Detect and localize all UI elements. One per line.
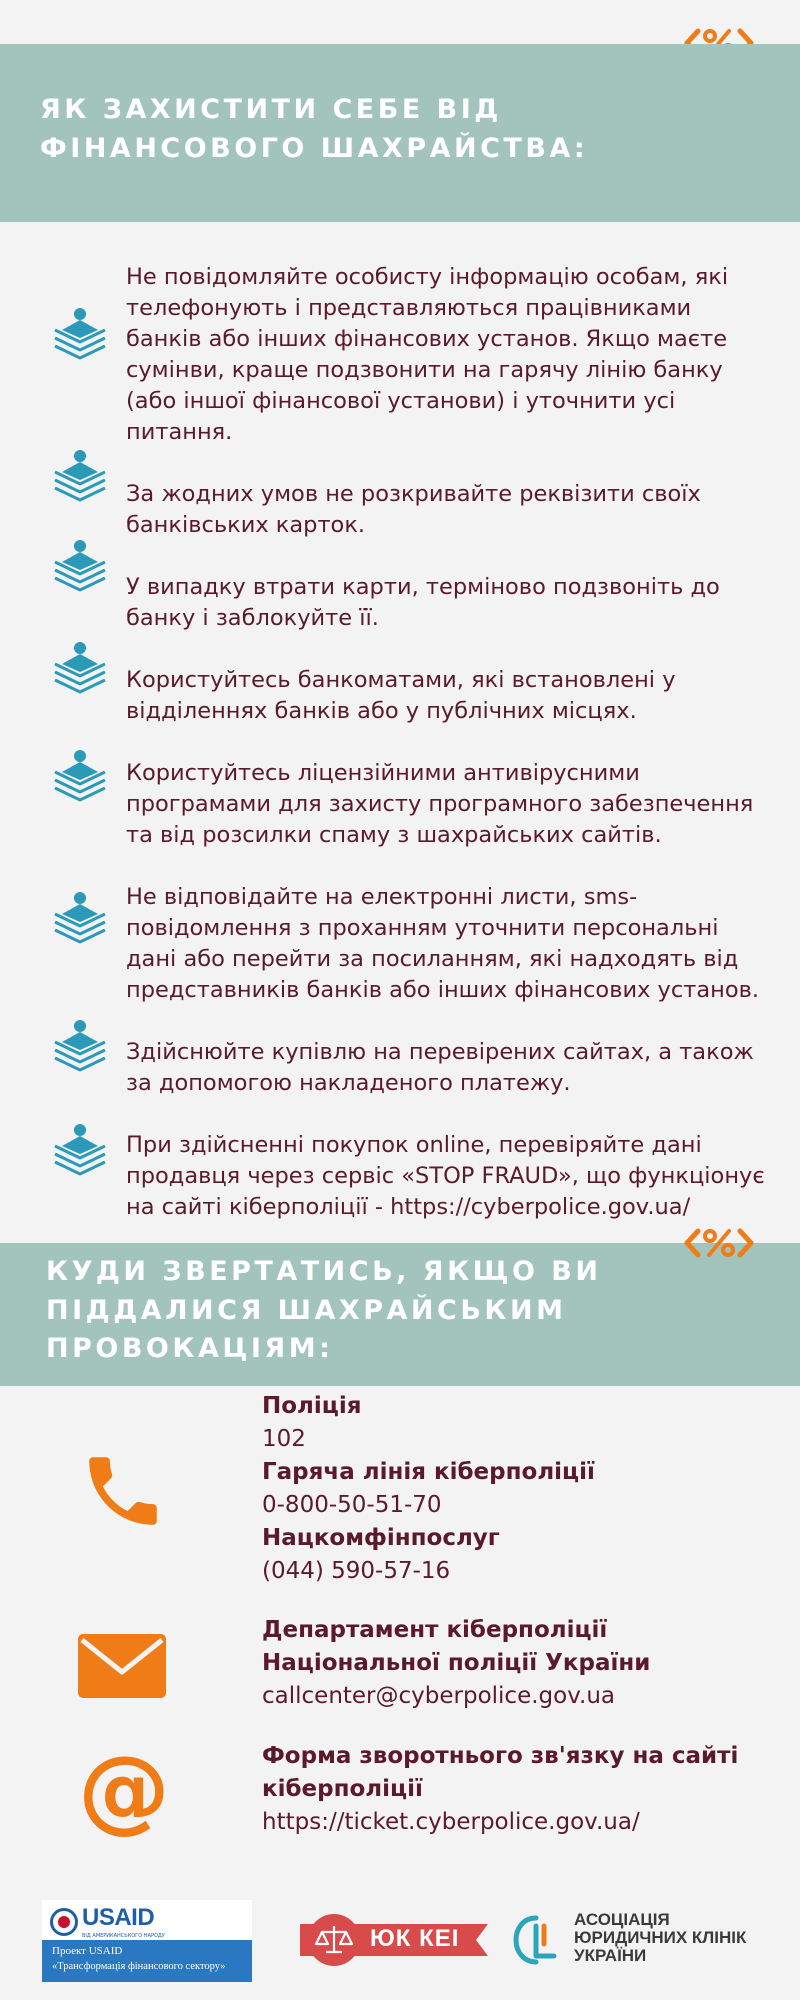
usaid-seal-icon bbox=[50, 1908, 78, 1936]
contact-label: Форма зворотнього зв'язку на сайті кіберполіції bbox=[262, 1743, 739, 1802]
percent-icon bbox=[684, 1226, 754, 1260]
hands-stack-icon bbox=[52, 1122, 108, 1178]
tip-item: У випадку втрати карти, терміново подзвоніть до банку і заблокуйте її. bbox=[126, 574, 720, 631]
phone-icon bbox=[78, 1446, 168, 1536]
yuk-kei-logo bbox=[300, 1912, 488, 1968]
contact-label: Гаряча лінія кіберполіції bbox=[262, 1459, 595, 1485]
usaid-project-line2: «Трансформація фінансового сектору» bbox=[52, 1961, 226, 1972]
section2-header bbox=[0, 1243, 800, 1386]
usaid-tagline: ВІД АМЕРИКАНСЬКОГО НАРОДУ bbox=[82, 1933, 165, 1939]
at-sign-icon: @ bbox=[78, 1736, 170, 1843]
email-contact bbox=[262, 1614, 682, 1713]
envelope-icon bbox=[78, 1634, 166, 1698]
tip-item: При здійсненні покупок online, перевіряйте дані продавця через сервіс «STOP FRAUD», що функціонує на сайті кіберполіції - https://cyberpolice.gov.ua/ bbox=[126, 1132, 765, 1220]
web-contact bbox=[262, 1740, 762, 1839]
hands-stack-icon bbox=[52, 448, 108, 504]
contact-label: Департамент кіберполіції Національної поліції України bbox=[262, 1617, 651, 1676]
tip-item: За жодних умов не розкривайте реквізити своїх банківських карток. bbox=[126, 481, 701, 538]
section2-title: КУДИ ЗВЕРТАТИСЬ, ЯКЩО ВИ ПІДДАЛИСЯ ШАХРАЙСЬКИМ ПРОВОКАЦІЯМ: bbox=[46, 1256, 602, 1364]
contact-value: (044) 590-57-16 bbox=[262, 1558, 451, 1584]
contact-link[interactable]: https://ticket.cyberpolice.gov.ua/ bbox=[262, 1809, 640, 1835]
association-line1: АСОЦІАЦІЯ bbox=[574, 1910, 670, 1929]
hands-stack-icon bbox=[52, 306, 108, 362]
section1-header bbox=[0, 44, 800, 222]
association-logo bbox=[510, 1908, 780, 1972]
contact-label: Поліція bbox=[262, 1393, 362, 1419]
tip-item: Користуйтесь банкоматами, які встановлені у відділеннях банків або у публічних місцях. bbox=[126, 667, 676, 724]
contact-label: Нацкомфінпослуг bbox=[262, 1525, 500, 1551]
tip-item: Користуйтесь ліцензійними антивірусними програмами для захисту програмного забезпечення та від розсилки спаму з шахрайських сайтів. bbox=[126, 760, 754, 848]
hands-stack-icon bbox=[52, 538, 108, 594]
hands-stack-icon bbox=[52, 1018, 108, 1074]
phone-contacts bbox=[262, 1390, 782, 1588]
tip-item: Здійснюйте купівлю на перевірених сайтах, а також за допомогою накладеного платежу. bbox=[126, 1039, 754, 1096]
section1-title: ЯК ЗАХИСТИТИ СЕБЕ ВІД ФІНАНСОВОГО ШАХРАЙСТВА: bbox=[40, 94, 589, 164]
hands-stack-icon bbox=[52, 748, 108, 804]
yuk-kei-name: ЮК КЕІ bbox=[370, 1925, 460, 1952]
hands-stack-icon bbox=[52, 640, 108, 696]
contact-email: callcenter@cyberpolice.gov.ua bbox=[262, 1683, 616, 1709]
usaid-name: USAID bbox=[82, 1904, 155, 1931]
hands-stack-icon bbox=[52, 890, 108, 946]
association-mark-icon bbox=[510, 1912, 562, 1968]
association-line3: УКРАЇНИ bbox=[574, 1946, 647, 1965]
contact-value: 102 bbox=[262, 1426, 306, 1452]
contact-value: 0-800-50-51-70 bbox=[262, 1492, 442, 1518]
usaid-logo bbox=[42, 1900, 252, 1982]
usaid-project-line1: Проект USAID bbox=[52, 1945, 123, 1957]
tip-item: Не відповідайте на електронні листи, sms-повідомлення з проханням уточнити персональні дані або перейти за посиланням, які надходять від представників банків або інших фінансових установ. bbox=[126, 884, 760, 1003]
association-line2: ЮРИДИЧНИХ КЛІНІК bbox=[574, 1928, 747, 1947]
tip-item: Не повідомляйте особисту інформацію особам, які телефонують і представляються працівниками банків або інших фінансових установ. Якщо маєте сумінви, краще подзвонити на гарячу лінію банку (або іншої фінансової установи) і уточнити усі питання. bbox=[126, 264, 729, 445]
